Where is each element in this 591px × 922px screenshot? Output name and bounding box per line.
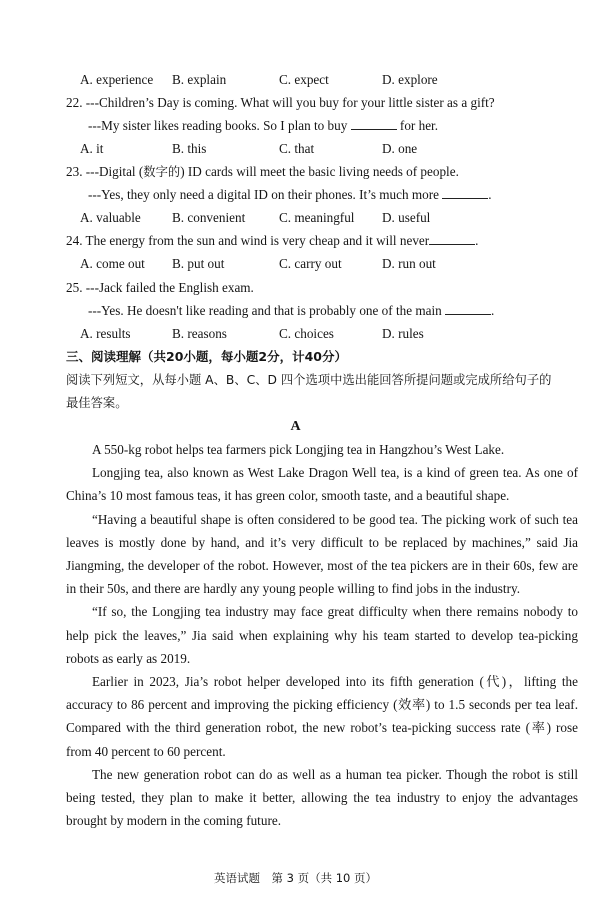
q23-question-end: ) ID cards will meet the basic living needs of people.: [180, 164, 459, 179]
q21-option-a: A. experience: [80, 72, 154, 87]
passage-body: [66, 438, 578, 832]
passage-paragraph: Earlier in 2023, Jia’s robot helper developed into its fifth generation (代)，lifting the accuracy to 86 percent and improving the picking efficiency (效率) to 1.5 seconds per tea leaf. Compared with the third generation robot, the new robot’s tea-picking success rate (率) rose from 40 percent to 60 percent.: [66, 674, 578, 759]
q21-option-b: B. explain: [172, 72, 227, 87]
q23-option-d: D. useful: [382, 210, 431, 225]
q23-option-a: A. valuable: [80, 210, 141, 225]
q25-answer-tail: .: [491, 303, 495, 318]
q24-question-text: 24. The energy from the sun and wind is very cheap and it will never: [66, 233, 430, 248]
q22-answer-line: [88, 117, 438, 135]
q23-answer-text: ---Yes, they only need a digital ID on their phones. It’s much more: [88, 187, 439, 202]
q22-answer-text: ---My sister likes reading books. So I plan to buy: [88, 118, 348, 133]
passage-paragraph: “Having a beautiful shape is often considered to be good tea. The picking work of such tea leaves is mostly done by hand, and it’s very difficult to be replaced by machines,” said Jia Jiangming, the developer of the robot. However, most of the tea pickers are in their 60s, few are in their 50s, and there are hardly any young people willing to find jobs in the industry.: [66, 511, 578, 597]
q24-question-tail: .: [475, 233, 479, 248]
q24-option-c: C. carry out: [279, 256, 342, 271]
q24-option-a: A. come out: [80, 256, 145, 271]
q25-option-c: C. choices: [279, 326, 334, 341]
q23-answer-tail: .: [488, 187, 492, 202]
q22-option-a: A. it: [80, 141, 104, 156]
q22-question: 22. ---Children’s Day is coming. What will you buy for your little sister as a gift?: [66, 95, 495, 110]
q25-answer-text: ---Yes. He doesn't like reading and that is probably one of the main: [88, 303, 442, 318]
passage-paragraph: The new generation robot can do as well as a human tea picker. Though the robot is still being tested, they plan to make it better, allowing the tea industry to enjoy the advantages brought by modern in the coming future.: [66, 766, 578, 829]
q23-gloss: 数字的: [143, 165, 181, 179]
q21-option-c: C. expect: [279, 72, 329, 87]
section-title: 三、阅读理解（共20小题，每小题2分，计40分）: [66, 349, 347, 364]
q24-question: [66, 232, 478, 250]
q22-option-c: C. that: [279, 141, 315, 156]
passage-paragraph: Longjing tea, also known as West Lake Dragon Well tea, is a kind of green tea. As one of China’s 10 most famous teas, it has green color, smooth taste, and a beautiful shape.: [66, 465, 578, 504]
q22-blank: [351, 117, 397, 130]
passage-paragraph: A 550-kg robot helps tea farmers pick Longjing tea in Hangzhou’s West Lake.: [92, 442, 505, 457]
q22-option-b: B. this: [172, 141, 207, 156]
q25-option-b: B. reasons: [172, 326, 227, 341]
q25-option-a: A. results: [80, 326, 131, 341]
q25-option-d: D. rules: [382, 326, 424, 341]
section-instruction-line2: 最佳答案。: [66, 396, 128, 410]
q21-option-d: D. explore: [382, 72, 438, 87]
q23-question: [66, 163, 459, 181]
q23-option-c: C. meaningful: [279, 210, 355, 225]
q24-option-d: D. run out: [382, 256, 436, 271]
passage-paragraph: “If so, the Longjing tea industry may face great difficulty when there remains nobody to help pick the leaves,” Jia said when explaining why his team started to develop tea-picking robots as early as 2019.: [66, 604, 578, 666]
q25-answer-line: [88, 302, 494, 320]
section-instruction-line1: 阅读下列短文，从每小题 A、B、C、D 四个选项中选出能回答所提问题或完成所给句子的: [66, 373, 552, 387]
q23-answer-line: [88, 186, 492, 204]
page-footer: 英语试题 第 3 页（共 10 页）: [213, 871, 378, 885]
q22-answer-tail: for her.: [399, 118, 439, 133]
q23-blank: [442, 186, 488, 199]
q25-blank: [445, 302, 491, 315]
q22-option-d: D. one: [382, 141, 418, 156]
q23-question-start: 23. ---Digital (: [66, 164, 144, 179]
q23-option-b: B. convenient: [172, 210, 246, 225]
q24-option-b: B. put out: [172, 256, 225, 271]
passage-heading: A: [290, 419, 301, 434]
q24-blank: [429, 232, 475, 245]
q25-question: 25. ---Jack failed the English exam.: [66, 280, 254, 295]
